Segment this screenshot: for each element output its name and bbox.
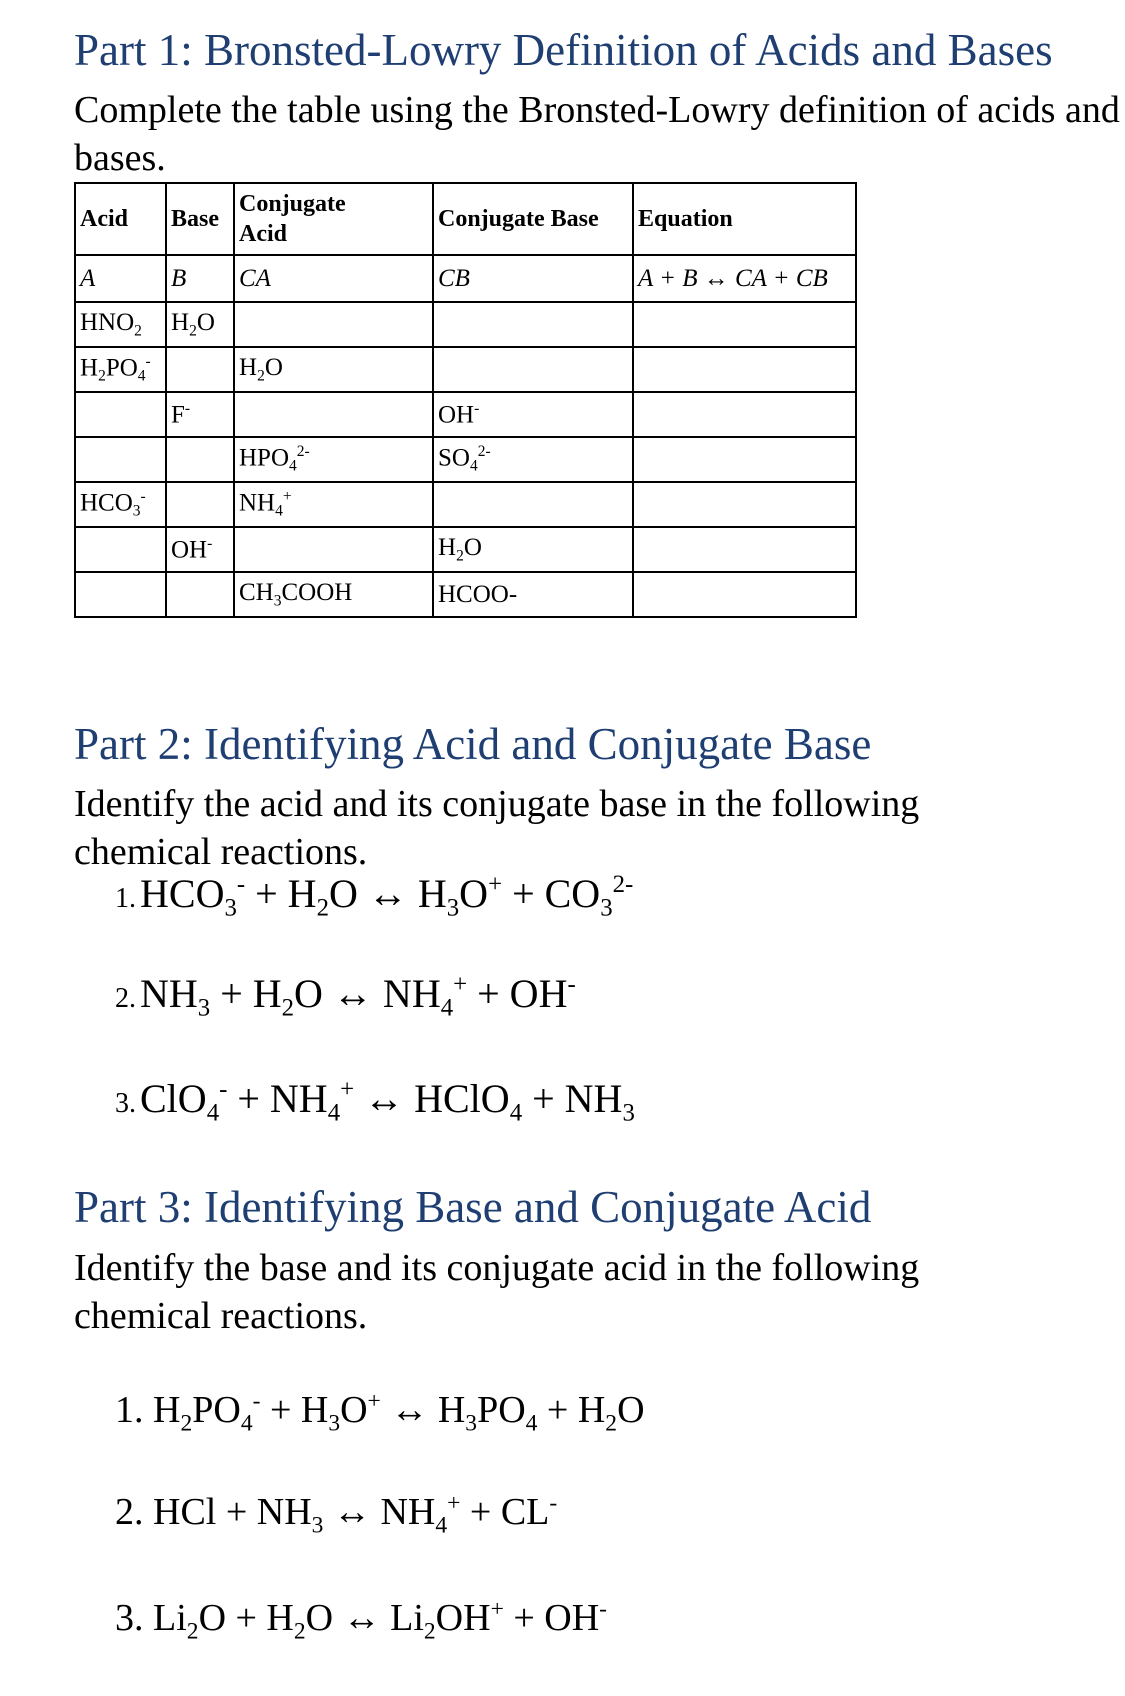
cell-example-acid: A — [75, 255, 166, 302]
bronsted-lowry-table — [74, 182, 857, 618]
cell-conjugate-acid: $CH_3COOH$ — [234, 572, 433, 617]
table-row — [75, 347, 856, 392]
cell-base: F- — [166, 392, 234, 437]
cell-acid: $HCO_3^-$ — [75, 482, 166, 527]
cell-acid: $H_2PO_4^-$ — [75, 347, 166, 392]
table-row — [75, 482, 856, 527]
part3-reaction-3: 3. $Li_2O + H_2O$ ↔ $Li_2OH^+ + OH^-$ — [115, 1596, 608, 1645]
table-row — [75, 302, 856, 347]
cell-conjugate-base: OH- — [433, 392, 633, 437]
cell-equation — [633, 527, 856, 572]
cell-conjugate-acid — [234, 392, 433, 437]
cell-conjugate-base: HCOO- — [433, 572, 633, 617]
part3-instruction: Identify the base and its conjugate acid in the following chemical reactions. — [74, 1247, 920, 1337]
cell-base: $H_2O$ — [166, 302, 234, 347]
cell-example-conjugate-base: CB — [433, 255, 633, 302]
cell-conjugate-base: $H_2O$ — [433, 527, 633, 572]
cell-equation — [633, 482, 856, 527]
cell-base — [166, 347, 234, 392]
part3-title: Part 3: Identifying Base and Conjugate Acid — [74, 1182, 872, 1232]
cell-acid — [75, 527, 166, 572]
table-row — [75, 572, 856, 617]
cell-example-conjugate-acid: CA — [234, 255, 433, 302]
header-conjugate-base: Conjugate Base — [433, 183, 633, 255]
cell-acid — [75, 572, 166, 617]
cell-equation — [633, 392, 856, 437]
part2-reaction-2: 2. $NH_3 + H_2O$ ↔ $NH_4^+ + OH^-$ — [115, 971, 576, 1022]
header-conjugate-acid: Conjugate Acid — [234, 183, 433, 255]
table-row — [75, 392, 856, 437]
header-acid: Acid — [75, 183, 166, 255]
part2-reaction-1: 1. $HCO_3^- + H_2O$ ↔ $H_3O^+ + CO_3^{2-}$ — [115, 871, 634, 922]
cell-conjugate-acid: $H_2O$ — [234, 347, 433, 392]
cell-base — [166, 437, 234, 482]
cell-equation — [633, 572, 856, 617]
cell-conjugate-base — [433, 302, 633, 347]
cell-acid: $HNO_2$ — [75, 302, 166, 347]
cell-equation — [633, 437, 856, 482]
cell-acid — [75, 437, 166, 482]
header-base: Base — [166, 183, 234, 255]
cell-conjugate-base: $SO_4^{2-}$ — [433, 437, 633, 482]
cell-conjugate-acid: $HPO_4^{2-}$ — [234, 437, 433, 482]
cell-conjugate-base — [433, 347, 633, 392]
table-row — [75, 527, 856, 572]
header-equation: Equation — [633, 183, 856, 255]
cell-base — [166, 482, 234, 527]
part2-title: Part 2: Identifying Acid and Conjugate Base — [74, 719, 872, 769]
cell-base — [166, 572, 234, 617]
part1-title: Part 1: Bronsted-Lowry Definition of Acids and Bases — [74, 25, 1053, 75]
part3-reaction-1: 1. $H_2PO_4^- + H_3O^+$ ↔ $H_3PO_4 + H_2O$ — [115, 1388, 645, 1437]
cell-example-base: B — [166, 255, 234, 302]
part3-reaction-2: 2. HCl + $NH_3$ ↔ $NH_4^+ + CL^-$ — [115, 1490, 558, 1539]
cell-base: OH- — [166, 527, 234, 572]
cell-acid — [75, 392, 166, 437]
part2-instruction: Identify the acid and its conjugate base in the following chemical reactions. — [74, 783, 920, 873]
cell-conjugate-acid: $NH_4^+$ — [234, 482, 433, 527]
part2-reaction-3: 3. $ClO_4^- + NH_4^+$ ↔ HClO$_4$ + $NH_3$ — [115, 1076, 635, 1127]
cell-equation — [633, 302, 856, 347]
table-row — [75, 437, 856, 482]
cell-conjugate-base — [433, 482, 633, 527]
cell-equation — [633, 347, 856, 392]
cell-conjugate-acid — [234, 302, 433, 347]
table-row — [75, 255, 856, 302]
cell-example-equation: A + B ↔ CA + CB — [633, 255, 856, 302]
part1-instruction: Complete the table using the Bronsted-Lowry definition of acids and bases. — [74, 89, 1120, 179]
cell-conjugate-acid — [234, 527, 433, 572]
table-header-row — [75, 183, 856, 255]
